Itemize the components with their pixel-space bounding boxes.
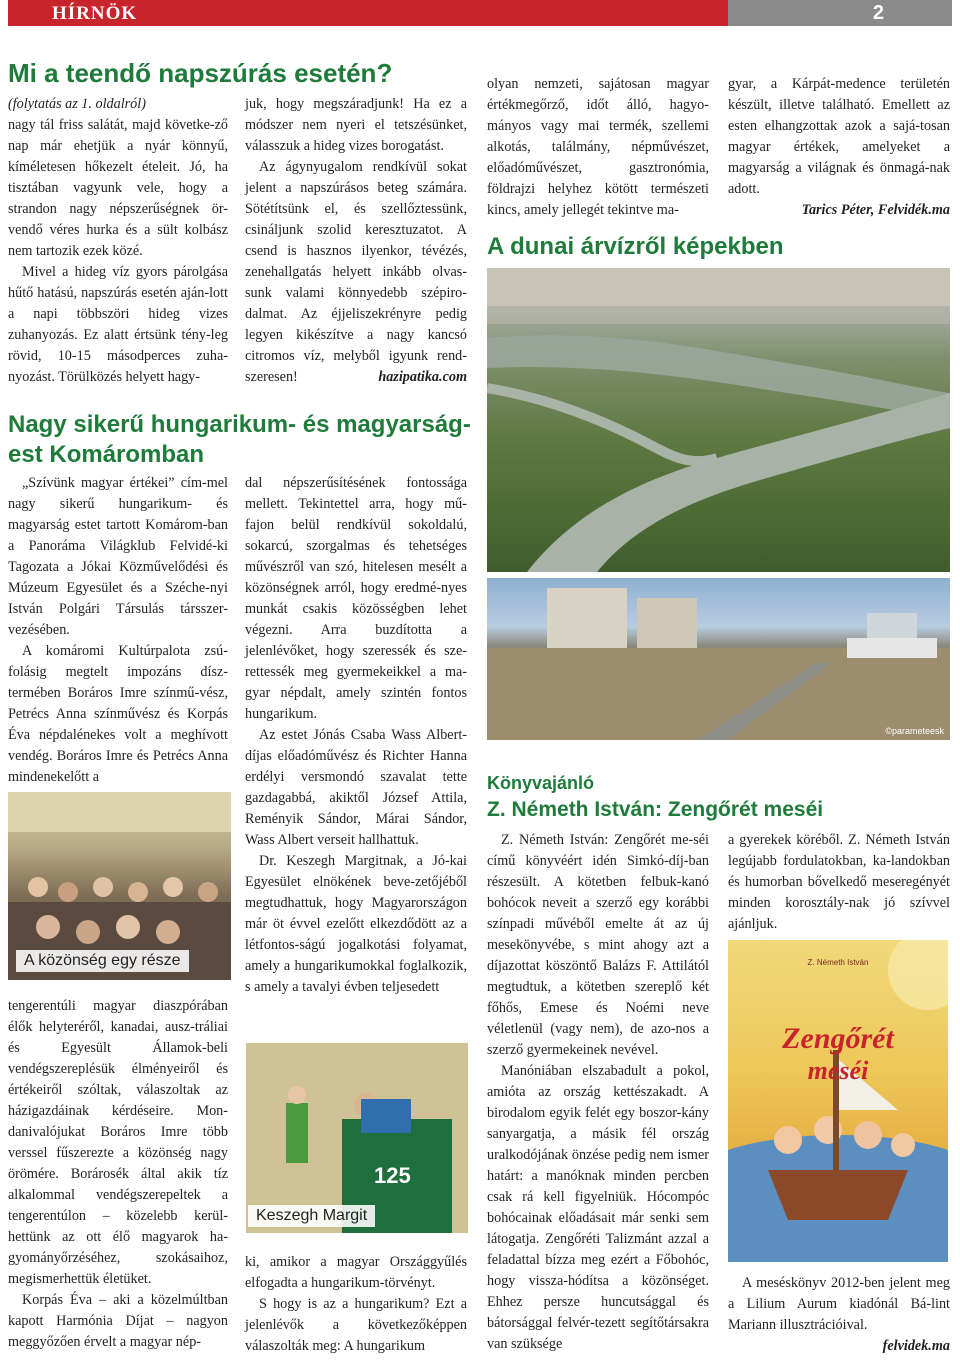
flooded-town-photo (487, 578, 950, 740)
book-author: Z. Németh István (807, 958, 869, 967)
article3-col2-upper (728, 830, 950, 935)
article2-col2-p3: Dr. Keszegh Margitnak, a Jó-kai Egyesület elnökének beve-zetőjéből megtudhattuk, hogy Magyarországon már öt évvel ezelőtt elkezdődött az a létfontos-ságú jogalkotási folyamat, amely a hungarikumokkal foglalkozik, s amely a tavalyi évben teljesedett (245, 853, 467, 995)
article2-title (8, 410, 478, 470)
podium-number: 125 (374, 1163, 411, 1188)
article2-signature: Tarics Péter, Felvidék.ma (801, 202, 950, 218)
danube-aerial-photo (487, 268, 950, 572)
speaker-photo (246, 1043, 468, 1233)
article1-col2 (245, 94, 467, 388)
article2-col2-lower (245, 1252, 467, 1357)
article2-title-line2: est Komáromban (8, 441, 205, 468)
article3-kicker: Könyvajánló (487, 773, 595, 793)
article1-col1 (8, 94, 228, 388)
article3-col1 (487, 830, 709, 1355)
article3-col2-lower (728, 1273, 950, 1357)
article1-col1-p2: Mivel a hideg víz gyors párolgása hűtő hatású, napszúrás esetén aján-lott a napi többszöri hideg vizes zuhanyozás. Ez alatt értsünk tény-leg rövid, 10-15 másodperces zuha-nyozást. Törülközés helyett hagy- (8, 264, 228, 385)
article2-title-line1: Nagy sikerű hungarikum- és magyarság- (8, 411, 471, 438)
hungarikum-definition-col1 (487, 74, 709, 221)
article3-col1-p1: Z. Németh István: Zengőrét me-séi című könyvéért idén Simkó-díj-ban részesült. A kötetben felbuk-kanó bohócok neveit a szerző egy korábbi színpadi művéből emelte át az új mesekönyvébe, s mint ahogy azt a díjazottat köszöntő Balázs F. Attilától megtudtuk, a kötetben szereplő két főhős, Emese és Noémi neve véletlenül (vagy nem), de azo-nos a szerző gyermekeinek nevével. (487, 832, 709, 1058)
article2-col1-lower (8, 996, 228, 1353)
audience-photo-caption: A közönség egy része (16, 950, 189, 972)
article2-col1-p2: A komáromi Kultúrpalota zsú-folásig megtelt impozáns dísz-termében Boráros Imre színmű-vész, Petrécs Anna színművész és Korpás Éva népdalénekes volt a meghívott vendég. Boráros Imre és Petrécs Anna mindenekelőtt a (8, 643, 228, 785)
header-grey-band (728, 0, 952, 26)
article3-col2-p1: a gyerekek köréből. Z. Németh István legújabb fordulatokban, ka-landokban és humorban bővelkedő meseregényét minden korosztály-nak jó szívvel ajánljuk. (728, 832, 950, 932)
river-illustration (487, 268, 950, 572)
article2-col2-p5: S hogy is az a hungarikum? Ezt a jelenlévők a következőképpen válaszolták meg: A hungarikum (245, 1296, 467, 1354)
photo-credit: ©parameteesk (885, 726, 944, 736)
article2-col2-upper (245, 473, 467, 998)
book-title-line1: Zengőrét (782, 1022, 894, 1055)
audience-photo (8, 792, 231, 980)
flood-illustration (487, 578, 950, 740)
book-cover (728, 940, 948, 1262)
page-header (8, 0, 952, 26)
article2-col1-p3: tengerentúli magyar diaszpórában élők helyteréről, kanadai, ausz-tráliai és Egyesült Államok-beli vendégszereplésük élményeiről és értékeiről szóltak, válaszoltak az házigazdáinak kérdéseire. Mon-danivalójukat Boráros Imre több verssel fűszerezte a közönség nagy örömére. Borárosék által akik tíz alkalommal vendégszerepeltek a tengerentúlon – közelebb kerül-hettünk az ott élő magyarok ha-gyományőrzéséhez, szokásaihoz, megismerhettük életüket. (8, 998, 228, 1287)
article2-col1-upper (8, 473, 228, 788)
book-cover-illustration (728, 940, 948, 1262)
article3-col1-p2: Manóniában elszabadult a pokol, amióta az ország kettészakadt. A birodalom egyik felét egy boszor-kány sanyargatja, a másik fél ország uralkodójának önzése pedig nem ismer határt: a manóknak minden percben csak rá kell figyelniük. Hócompóc bohócainak előadásait már senki sem látogatja. Zengőréti Talizmánt azzal a feladattal bízza meg ezért a Főbohóc, hogy vissza-hódítsa a közönséget. Ehhez persze huncutsággal és bátorsággal felvér-tezett segítőtársakra van szüksége (487, 1063, 709, 1352)
header-red-band (8, 0, 728, 26)
article1-continued: (folytatás az 1. oldalról) (8, 96, 146, 112)
article3-title: Z. Németh István: Zengőrét meséi (487, 798, 824, 821)
publication-name: HÍRNÖK (52, 3, 138, 24)
article3-col2-p2: A meséskönyv 2012-ben jelent meg a Lilium Aurum kiadónál Bá-lint Mariann illusztrációival. (728, 1275, 950, 1333)
speaker-photo-caption: Keszegh Margit (248, 1205, 375, 1227)
article3-source: felvidek.ma (882, 1338, 950, 1354)
article1-col2-p2: Az ágynyugalom rendkívül sokat jelent a napszúrásos beteg számára. Sötétítsünk el, és szellőztessünk, csináljunk szolid keresztuzatot. A csend is hasznos ilyenkor, tévézés, zenehallgatás helyett inkább olvas-sunk valami könnyedebb szépiro-dalmat. Az éjjeliszekrényre pedig legyen kikészítve a nagy kancsó citromos víz, melyből igyunk rend-szeresen! (245, 159, 467, 385)
article1-source: hazipatika.com (378, 369, 467, 385)
article1-title: Mi a teendő napszúrás esetén? (8, 58, 393, 88)
article2-col1-p1: „Szívünk magyar értékei” cím-mel nagy sikerű hungarikum- és magyarság estet tartott Komárom-ban a Panoráma Világklub Felvidé-ki Tagozata a Jókai Közművelődési és Múzeum Egyesület és a Széche-nyi István Polgári Társulás társszer-vezésében. (8, 475, 228, 638)
hungarikum-definition-text1: olyan nemzeti, sajátosan magyar értékmegőrző, időt álló, hagyo-mányos vagy mai termék, szellemi alkotás, találmány, népművészet, előadóművészet, gasztronómia, földrajzi helyhez kötött természeti kincs, amely jellegét tekintve ma- (487, 76, 709, 218)
hungarikum-definition-text2: gyar, a Kárpát-medence területén készült, illetve található. Emellett az esten elhangzottak azok a sajá-tosan magyar értékek, amelyeket a magyarság a világnak és önmagá-nak adott. (728, 76, 950, 197)
hungarikum-definition-col2 (728, 74, 950, 221)
book-title-line2: meséi (807, 1056, 869, 1085)
page-number: 2 (872, 2, 884, 24)
article1-col2-p1: juk, hogy megszáradjunk! Ha ez a módszer nem nyeri el tetszésünket, válasszuk a hideg vizes borogatást. (245, 96, 467, 154)
flood-title: A dunai árvízről képekben (487, 233, 784, 260)
article2-col1-p4: Korpás Éva – aki a közelmúltban kapott Harmónia Díjat – nagyon meggyőzően érvelt a magyar nép- (8, 1292, 228, 1350)
article2-col2-p1: dal népszerűsítésének fontossága mellett. Tekintettel arra, hogy mű-fajon belül rendkívül sokoldalú, sokarcú, szorgalmas és tehetséges művészről van szó, hitelesen mesélt a közönségnek arról, hogy eredmé-nyes munkát csakis közösségben lehet végezni. Arra buzdította a jelenlévőket, hogy szeressék és sze-rettessék meg gyermekeikkel a ma-gyar népdalt, amely szintén fontos hungarikum. (245, 475, 467, 722)
article1-col1-p1: nagy tál friss salátát, majd követke-ző nap már ehetjük a nyár könnyű, kíméletesen hőkezelt ételeit. Jó, ha tisztában vagyunk vele, hogy a strandon nagy népszerűségnek ör-vendő véres hurka és a sült kolbász nem tartozik ezek közé. (8, 117, 228, 259)
article2-col2-p2: Az estet Jónás Csaba Wass Albert-díjas előadóművész és Richter Hanna erdélyi versmondó szavalat tette gazdagabbá, akiktől József Attila, Reményik Sándor, Márai Sándor, Wass Albert verseit hallhattuk. (245, 727, 467, 848)
article2-col2-p4: ki, amikor a magyar Országgyűlés elfogadta a hungarikum-törvényt. (245, 1254, 467, 1291)
